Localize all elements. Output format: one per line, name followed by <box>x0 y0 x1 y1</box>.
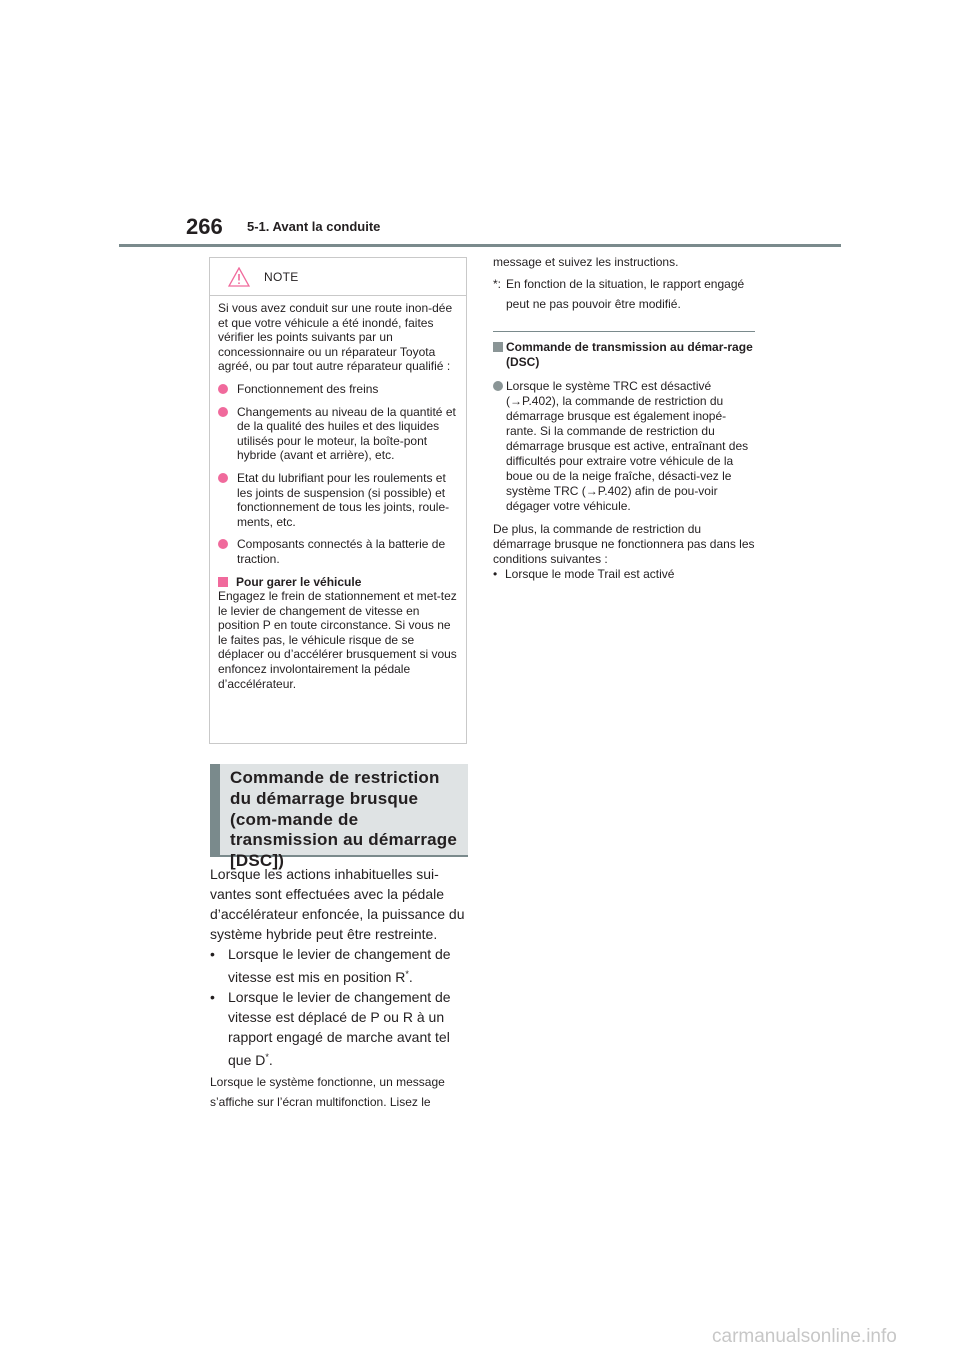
section-heading: Commande de restriction du démarrage brusque (com-mande de transmission au démarrage [DSC]) <box>210 764 468 857</box>
notice-box <box>209 257 467 744</box>
bullet-dot-icon <box>218 407 228 417</box>
notice-item <box>218 405 458 463</box>
page-header <box>0 0 960 250</box>
body-note: Lorsque le système fonctionne, un message s’affiche sur l’écran multifonction. Lisez le <box>210 1075 445 1109</box>
dsc-bullet <box>493 379 755 514</box>
body-intro: Lorsque les actions inhabituelles sui-vantes sont effectuées avec la pédale d’accélérateur enfoncée, la puissance du système hybride peut être restreinte. <box>210 866 465 942</box>
bullet-dot-icon <box>218 384 228 394</box>
body-right-column <box>493 255 755 582</box>
dsc-subheading <box>493 340 755 370</box>
footnote-star: * <box>405 969 409 979</box>
footnote-star: * <box>265 1052 269 1062</box>
warning-triangle-icon <box>228 267 250 287</box>
notice-item-text: Fonctionnement des freins <box>237 381 379 396</box>
notice-item-text: Changements au niveau de la quantité et de la qualité des huiles et des liquides utilisés pour le moteur, la boîte-pont hybride (avant et arrière), etc. <box>237 404 456 463</box>
list-item-text: Lorsque le levier de changement de vitesse est mis en position R <box>228 946 451 985</box>
watermark: carmanualsonline.info <box>712 1326 897 1347</box>
footnote-mark: *: <box>493 277 502 291</box>
page-number: 266 <box>186 214 223 239</box>
parking-text: Engagez le frein de stationnement et met-tez le levier de changement de vitesse en position P en toute circonstance. Si vous ne le faites pas, le véhicule risque de se déplacer ou d’accélérer brusquement si vous enfoncez involontairement la pédale d’accélérateur. <box>218 589 457 691</box>
body-left-column <box>210 864 472 1112</box>
dsc-bullet-text: Lorsque le système TRC est désactivé (→P.402), la commande de restriction du démarrage brusque est également inopé-rante. Si la commande de restriction du démarrage brusque est active, entraînant des difficultés pour extraire votre véhicule de la boue ou de la neige fraîche, désacti-vez le système TRC (→P.402) afin de pou-voir dégager votre véhicule. <box>506 379 749 513</box>
bullet-marker: • <box>493 567 498 581</box>
notice-item-text: Composants connectés à la batterie de traction. <box>237 537 446 566</box>
footnote-text: En fonction de la situation, le rapport engagé peut ne pas pouvoir être modifié. <box>506 277 745 311</box>
section-divider <box>493 331 755 332</box>
section-title: 5-1. Avant la conduite <box>247 219 381 234</box>
punctuation: . <box>268 1052 273 1068</box>
bullet-dot-icon <box>493 381 503 391</box>
header-rule <box>119 244 841 247</box>
list-item-text: Lorsque le mode Trail est activé <box>505 567 675 581</box>
notice-item <box>218 471 458 529</box>
bullet-marker: • <box>210 946 215 962</box>
bullet-dot-icon <box>218 539 228 549</box>
notice-item <box>218 382 458 397</box>
conditions-intro: De plus, la commande de restriction du démarrage brusque ne fonctionnera pas dans les conditions suivantes : <box>493 522 755 566</box>
bullet-marker: • <box>210 989 215 1005</box>
square-bullet-icon <box>493 342 503 352</box>
notice-item <box>218 537 458 566</box>
list-item-text: Lorsque le levier de changement de vitesse est déplacé de P ou R à un rapport engagé de marche avant tel que D <box>228 989 451 1068</box>
footnote <box>493 274 755 314</box>
notice-header <box>218 262 458 292</box>
notice-item-text: Etat du lubrifiant pour les roulements et les joints de suspension (si possible) et fonctionnement de tous les joints, roule-ments, etc. <box>237 470 450 529</box>
list-item <box>210 944 472 987</box>
parking-subheading <box>218 575 458 590</box>
notice-label: NOTE <box>264 269 299 284</box>
list-item <box>210 987 472 1070</box>
parking-title: Pour garer le véhicule <box>236 574 362 589</box>
square-bullet-icon <box>218 577 228 587</box>
continued-text: message et suivez les instructions. <box>493 255 679 269</box>
dsc-subheading-text: Commande de transmission au démar-rage (DSC) <box>506 340 753 369</box>
bullet-dot-icon <box>218 473 228 483</box>
list-item <box>493 567 755 582</box>
notice-intro: Si vous avez conduit sur une route inon-dée et que votre véhicule a été inondé, faites vérifier les points suivants par un concessionnaire ou un réparateur Toyota agréé, ou par tout autre réparateur qualifié : <box>218 301 453 374</box>
punctuation: . <box>408 969 413 985</box>
